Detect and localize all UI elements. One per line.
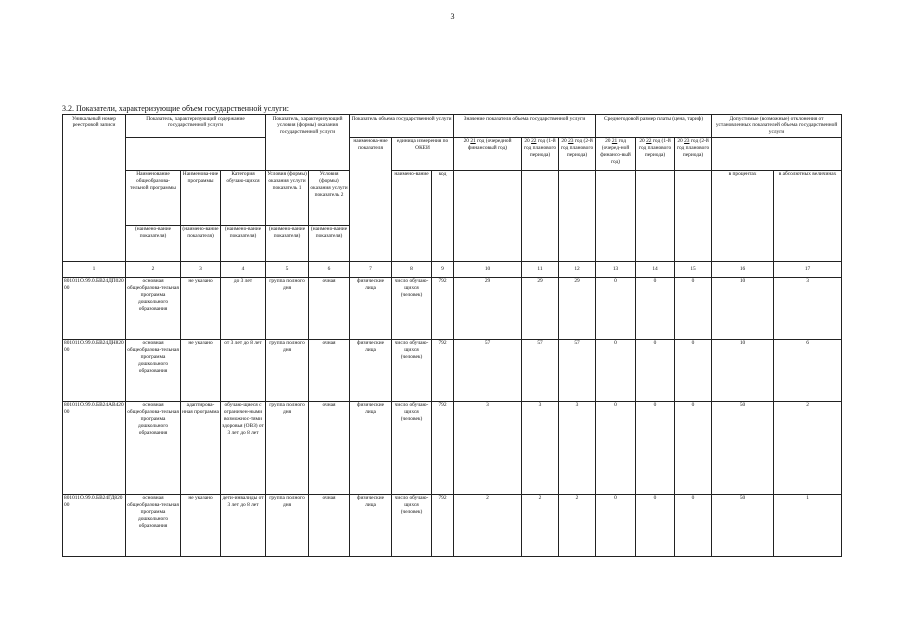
condition-2: очная — [309, 339, 350, 401]
unit-name: число обучаю-щихся (человек) — [392, 277, 432, 339]
table-row — [63, 277, 842, 339]
fee-current-year: 0 — [596, 401, 636, 494]
value-plan-year-1: 2 — [522, 494, 559, 556]
column-number: 11 — [522, 261, 559, 277]
fee-plan-year-2: 0 — [675, 494, 712, 556]
unit-code: 792 — [432, 401, 454, 494]
fee-plan-year-1: 0 — [636, 277, 675, 339]
column-number: 17 — [774, 261, 842, 277]
program-type: основная общеобразова-тельная программа дошкольного образования — [126, 277, 181, 339]
header-program-type: Наименование общеобразова-тельной программы — [126, 170, 181, 225]
header-deviation-percent: в процентах — [712, 170, 774, 261]
unit-name: число обучаю-щихся (человек) — [392, 339, 432, 401]
value-current-year: 2 — [454, 494, 522, 556]
deviation-percent: 50 — [712, 401, 774, 494]
deviation-absolute: 3 — [774, 277, 842, 339]
header-conditions-indicator: Показатель, характеризующий условия (формы) оказания государственной услуги — [266, 115, 350, 171]
indicator-name: физические лица — [350, 277, 392, 339]
header-unit-name: наимено-вание — [392, 170, 432, 261]
condition-2: очная — [309, 277, 350, 339]
condition-1: группа полного дня — [266, 494, 309, 556]
column-number: 5 — [266, 261, 309, 277]
condition-1: группа полного дня — [266, 339, 309, 401]
header-name-note-5: (наимено-вание показателя) — [266, 225, 309, 261]
indicator-name: физические лица — [350, 339, 392, 401]
column-number: 16 — [712, 261, 774, 277]
column-number: 12 — [559, 261, 596, 277]
column-number: 8 — [392, 261, 432, 277]
header-content-indicator: Показатель, характеризующий содержание государственной услуги — [126, 115, 266, 138]
column-number: 6 — [309, 261, 350, 277]
column-number: 13 — [596, 261, 636, 277]
column-number: 1 — [63, 261, 126, 277]
column-number-row — [63, 261, 842, 277]
unit-name: число обучаю-щихся (человек) — [392, 401, 432, 494]
table-row — [63, 494, 842, 556]
deviation-absolute: 1 — [774, 494, 842, 556]
page-number: 3 — [450, 12, 455, 21]
program-name: адаптирова-нная программа — [181, 401, 221, 494]
table-row — [63, 339, 842, 401]
header-value-spacer-12 — [559, 170, 596, 261]
fee-plan-year-2: 0 — [675, 277, 712, 339]
value-plan-year-1: 3 — [522, 401, 559, 494]
deviation-absolute: 2 — [774, 401, 842, 494]
column-number: 4 — [221, 261, 266, 277]
header-deviation-spacer — [712, 137, 842, 170]
registry-number: 801011О.99.0.БВ24ГД82000 — [63, 494, 126, 556]
column-number: 3 — [181, 261, 221, 277]
header-fee-spacer-15 — [675, 170, 712, 261]
header-volume-indicator: Показатель объема государственной услуги — [350, 115, 454, 138]
header-condition-2: Условия (формы) оказания услуги показатель 2 — [309, 170, 350, 225]
value-plan-year-1: 29 — [522, 277, 559, 339]
header-student-category: Категория обучаю-щихся — [221, 170, 266, 225]
fee-current-year: 0 — [596, 494, 636, 556]
registry-number: 801011О.99.0.БВ24АВ42000 — [63, 401, 126, 494]
value-current-year: 29 — [454, 277, 522, 339]
deviation-absolute: 6 — [774, 339, 842, 401]
condition-2: очная — [309, 401, 350, 494]
column-number: 9 — [432, 261, 454, 277]
fee-current-year: 0 — [596, 339, 636, 401]
column-number: 7 — [350, 261, 392, 277]
deviation-percent: 10 — [712, 277, 774, 339]
unit-code: 792 — [432, 277, 454, 339]
value-plan-year-2: 2 — [559, 494, 596, 556]
header-name-note-2: (наимено-вание показателя) — [126, 225, 181, 261]
value-plan-year-2: 3 — [559, 401, 596, 494]
unit-code: 792 — [432, 339, 454, 401]
header-name-note-3: (наимено-вание показателя) — [181, 225, 221, 261]
fee-plan-year-2: 0 — [675, 339, 712, 401]
header-value-spacer-11 — [522, 170, 559, 261]
condition-2: очная — [309, 494, 350, 556]
student-category: до 3 лет — [221, 277, 266, 339]
registry-number: 801011О.99.0.БВ24ДП02000 — [63, 277, 126, 339]
fee-plan-year-2: 0 — [675, 401, 712, 494]
unit-name: число обучаю-щихся (человек) — [392, 494, 432, 556]
indicator-name: физические лица — [350, 494, 392, 556]
header-allowed-deviation: Допустимые (возможные) отклонения от установленных показателей объема государственной услуги — [712, 115, 842, 138]
value-plan-year-1: 57 — [522, 339, 559, 401]
header-program-name: Наименова-ние программы — [181, 170, 221, 225]
deviation-percent: 10 — [712, 339, 774, 401]
student-category: дети-инвалиды от 3 лет до 8 лет — [221, 494, 266, 556]
program-name: не указано — [181, 339, 221, 401]
header-name-note-6: (наимено-вание показателя) — [309, 225, 350, 261]
value-current-year: 3 — [454, 401, 522, 494]
student-category: обучаю-щиеся с ограничен-ными возможнос-тями здоровья (ОВЗ) от 3 лет до 8 лет — [221, 401, 266, 494]
header-indicator-name: наименова-ние показателя — [350, 137, 392, 261]
program-type: основная общеобразова-тельная программа дошкольного образования — [126, 339, 181, 401]
header-fee-year-current: 20 21 год (очеред-ной финансо-вый год) — [596, 137, 636, 170]
value-current-year: 57 — [454, 339, 522, 401]
header-fee-spacer-13 — [596, 170, 636, 261]
condition-1: группа полного дня — [266, 277, 309, 339]
fee-plan-year-1: 0 — [636, 401, 675, 494]
condition-1: группа полного дня — [266, 401, 309, 494]
column-number: 14 — [636, 261, 675, 277]
unit-code: 792 — [432, 494, 454, 556]
header-okei-unit: единица измерения по ОКЕИ — [392, 137, 454, 170]
header-content-spacer — [126, 137, 266, 170]
header-registry-number: Уникальный номер реестровой записи — [63, 115, 126, 262]
column-number: 15 — [675, 261, 712, 277]
header-year-current: 20 21 год (очередной финансовый год) — [454, 137, 522, 170]
service-volume-table — [62, 114, 842, 557]
header-unit-code: код — [432, 170, 454, 261]
deviation-percent: 50 — [712, 494, 774, 556]
section-title: 3.2. Показатели, характеризующие объем государственной услуги: — [62, 104, 289, 113]
column-number: 2 — [126, 261, 181, 277]
fee-current-year: 0 — [596, 277, 636, 339]
indicator-name: физические лица — [350, 401, 392, 494]
header-condition-1: Условия (формы) оказания услуги показатель 1 — [266, 170, 309, 225]
column-number: 10 — [454, 261, 522, 277]
program-type: основная общеобразова-тельная программа дошкольного образования — [126, 401, 181, 494]
header-fee-year-plan1: 20 22 год (1-й год планового периода) — [636, 137, 675, 170]
program-name: не указано — [181, 277, 221, 339]
student-category: от 3 лет до 8 лет — [221, 339, 266, 401]
registry-number: 801011О.99.0.БВ24ДН82000 — [63, 339, 126, 401]
header-name-note-4: (наимено-вание показателя) — [221, 225, 266, 261]
program-name: не указано — [181, 494, 221, 556]
fee-plan-year-1: 0 — [636, 339, 675, 401]
value-plan-year-2: 57 — [559, 339, 596, 401]
header-fee-year-plan2: 20 23 год (2-й год планового периода) — [675, 137, 712, 170]
fee-plan-year-1: 0 — [636, 494, 675, 556]
header-fee-spacer-14 — [636, 170, 675, 261]
value-plan-year-2: 29 — [559, 277, 596, 339]
program-type: основная общеобразова-тельная программа дошкольного образования — [126, 494, 181, 556]
header-year-plan2: 20 23 год (2-й год планового периода) — [559, 137, 596, 170]
table-row — [63, 401, 842, 494]
header-year-plan1: 20 22 год (1-й год планового периода) — [522, 137, 559, 170]
header-average-fee: Среднегодовой размер платы (цена, тариф) — [596, 115, 712, 138]
header-volume-value: Значение показателя объема государственной услуги — [454, 115, 596, 138]
header-deviation-absolute: в абсолютных величинах — [774, 170, 842, 261]
header-value-spacer-10 — [454, 170, 522, 261]
